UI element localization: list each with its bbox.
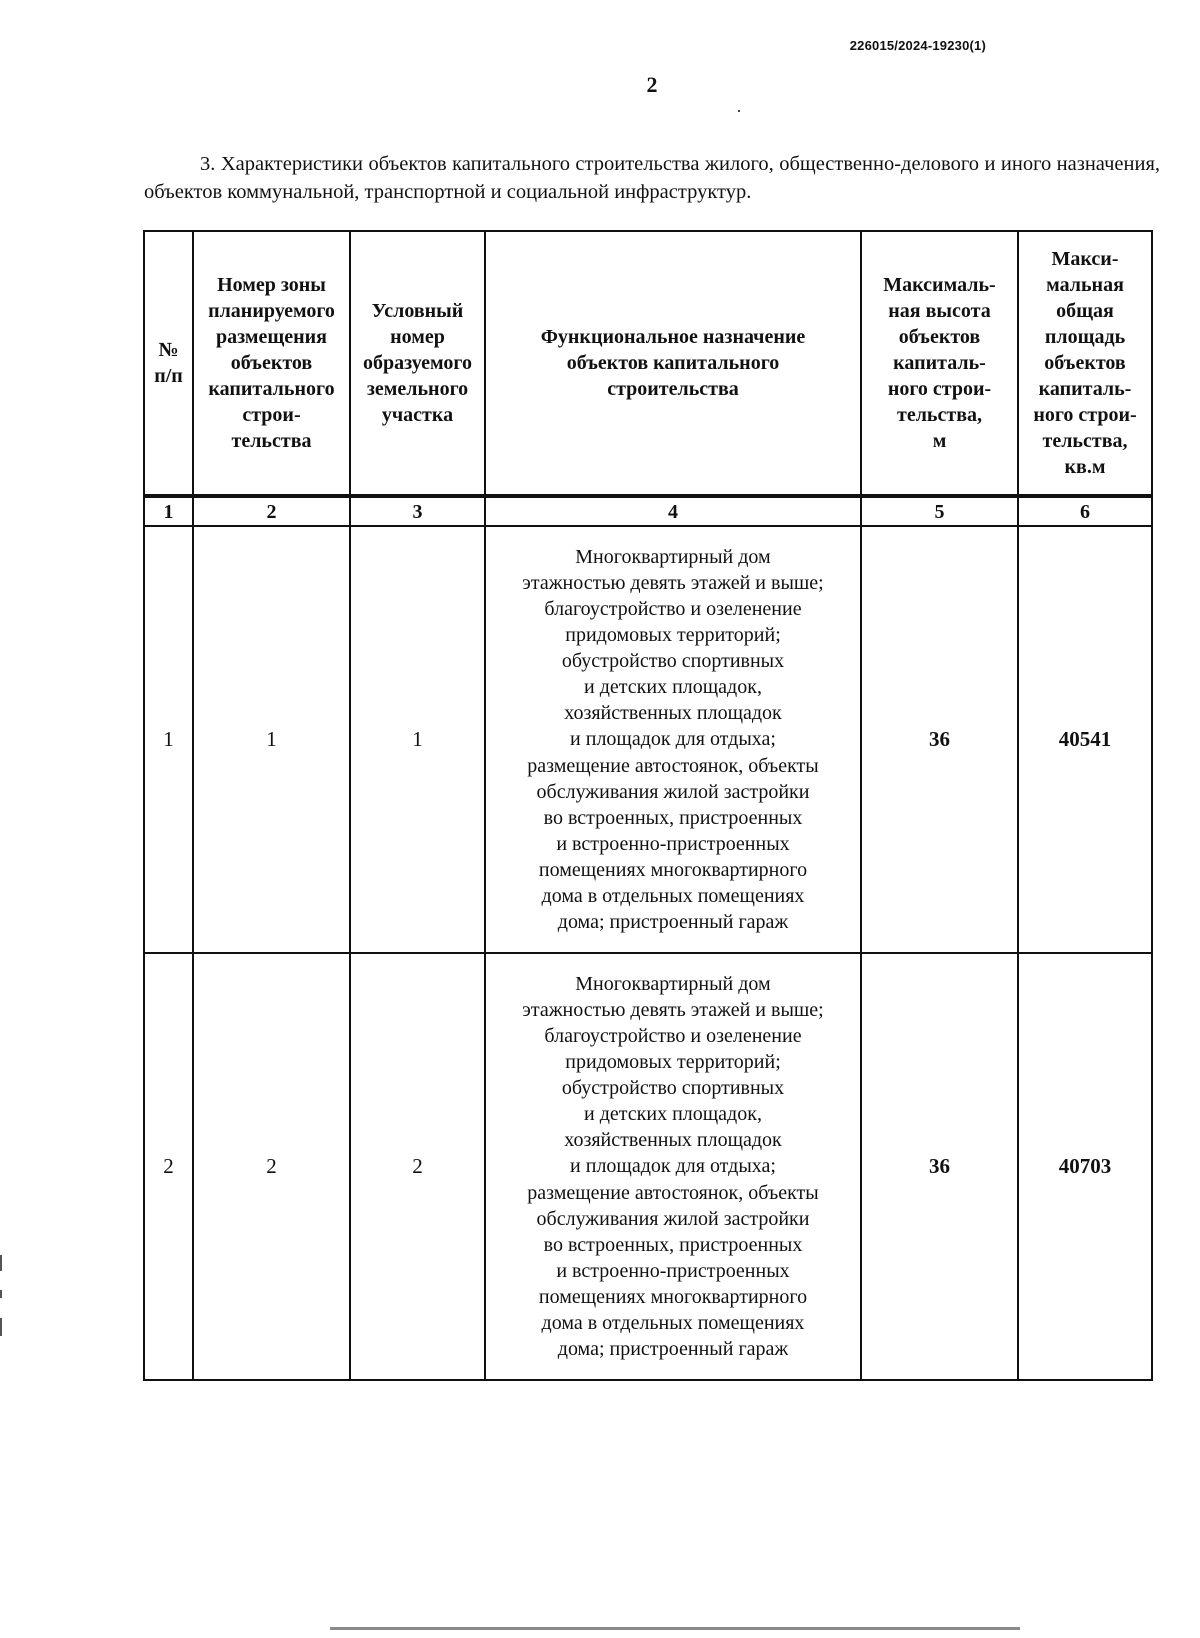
header-cell-max-area: Макси- мальная общая площадь объектов капиталь- ного строи- тельства, кв.м — [1018, 231, 1152, 496]
table-row — [144, 526, 1152, 953]
scan-margin-mark — [0, 1290, 2, 1298]
column-number: 6 — [1018, 496, 1152, 526]
header-cell-plot: Условный номер образуемого земельного участка — [350, 231, 485, 496]
max-height-cell: 36 — [861, 953, 1018, 1380]
plot-number-cell: 1 — [350, 526, 485, 953]
scan-margin-mark — [0, 1318, 2, 1336]
max-area-cell: 40541 — [1018, 526, 1152, 953]
header-cell-max-height: Максималь- ная высота объектов капиталь- ного строи- тельства, м — [861, 231, 1018, 496]
column-number: 1 — [144, 496, 193, 526]
max-area-cell: 40703 — [1018, 953, 1152, 1380]
table-row — [144, 953, 1152, 1380]
plot-number-cell: 2 — [350, 953, 485, 1380]
row-number-cell: 1 — [144, 526, 193, 953]
page-number: 2 — [646, 72, 658, 97]
purpose-cell: Многоквартирный дом этажностью девять этажей и выше; благоустройство и озеленение придомовых территорий; обустройство спортивных и детских площадок, хозяйственных площадок и площадок для отдыха; размещение автостоянок, объекты обслуживания жилой застройки во встроенных, пристроенных и встроенно-пристроенных помещениях многоквартирного дома в отдельных помещениях дома; пристроенный гараж — [485, 526, 861, 953]
header-cell-purpose: Функциональное назначение объектов капитального строительства — [485, 231, 861, 496]
section-intro — [144, 150, 1160, 206]
column-number: 2 — [193, 496, 350, 526]
header-cell-no: № п/п — [144, 231, 193, 496]
zone-number-cell: 2 — [193, 953, 350, 1380]
purpose-cell: Многоквартирный дом этажностью девять этажей и выше; благоустройство и озеленение придомовых территорий; обустройство спортивных и детских площадок, хозяйственных площадок и площадок для отдыха; размещение автостоянок, объекты обслуживания жилой застройки во встроенных, пристроенных и встроенно-пристроенных помещениях многоквартирного дома в отдельных помещениях дома; пристроенный гараж — [485, 953, 861, 1380]
section-intro-text: 3. Характеристики объектов капитального строительства жилого, общественно-делового и иного назначения, объектов коммунальной, транспортной и социальной инфраструктур. — [144, 153, 1160, 203]
zone-number-cell: 1 — [193, 526, 350, 953]
scan-margin-mark — [0, 1255, 2, 1271]
max-height-cell: 36 — [861, 526, 1018, 953]
column-number: 4 — [485, 496, 861, 526]
row-number-cell: 2 — [144, 953, 193, 1380]
scan-footer-line — [330, 1627, 1020, 1630]
document-id: 226015/2024-19230(1) — [849, 38, 986, 53]
column-number-row — [144, 496, 1152, 526]
column-number: 5 — [861, 496, 1018, 526]
characteristics-table — [143, 230, 1153, 1381]
table-header-row — [144, 231, 1152, 496]
scan-dot — [738, 110, 740, 112]
column-number: 3 — [350, 496, 485, 526]
header-cell-zone: Номер зоны планируемого размещения объектов капитального строи- тельства — [193, 231, 350, 496]
